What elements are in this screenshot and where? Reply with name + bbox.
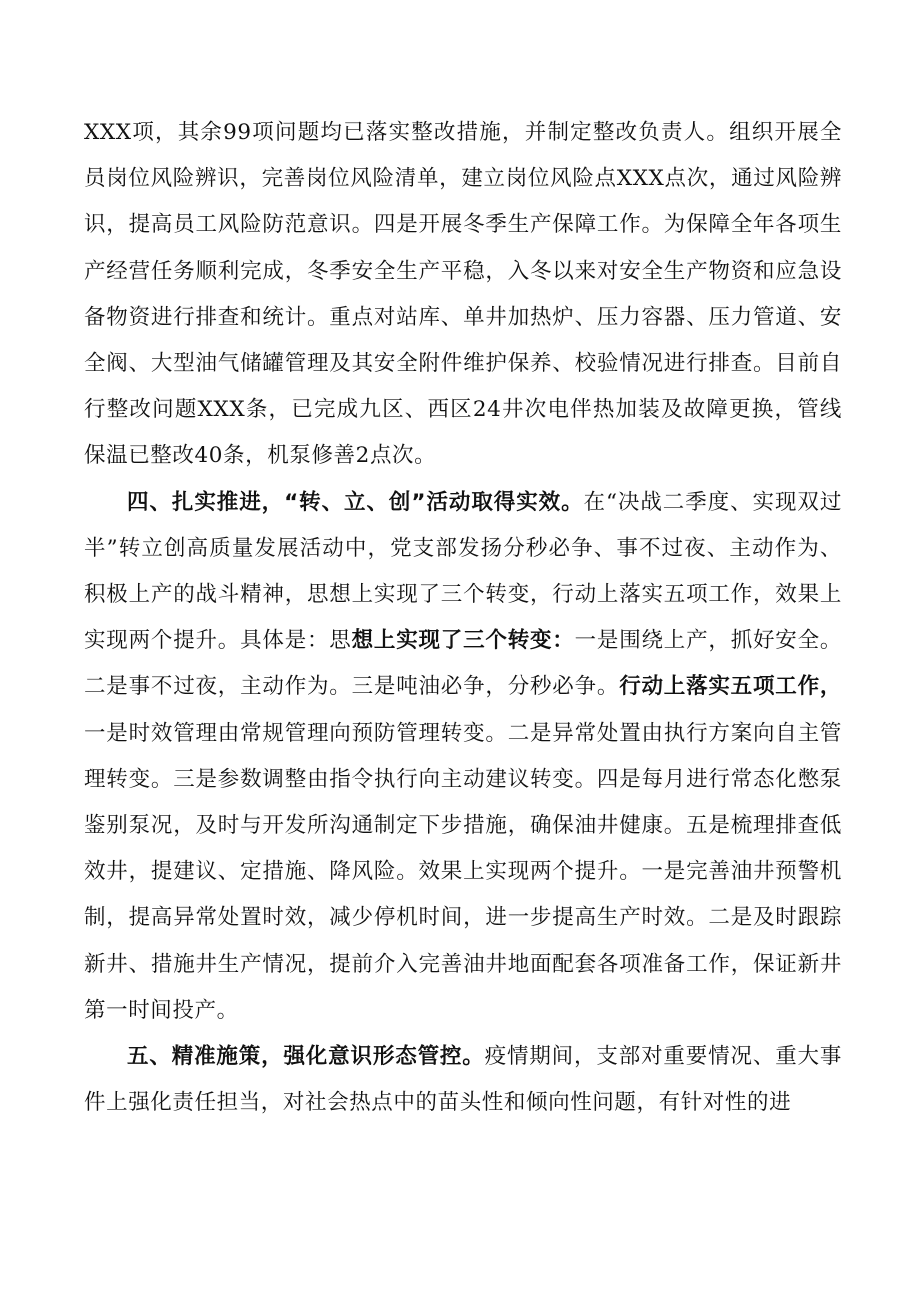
paragraph-section-four bbox=[84, 480, 842, 1034]
subheading-three-changes: 想上实现了三个转变： bbox=[351, 628, 575, 654]
section-heading-four: 四、扎实推进，“转、立、创”活动取得实效。 bbox=[127, 489, 584, 515]
paragraph-section-five bbox=[84, 1034, 842, 1126]
paragraph-safety-measures bbox=[84, 110, 842, 480]
paragraph-text: XXX项，其余99项问题均已落实整改措施，并制定整改负责人。组织开展全员岗位风险辨识，完善岗位风险清单，建立岗位风险点XXX点次，通过风险辨识，提高员工风险防范意识。四是开展冬季生产保障工作。为保障全年各项生产经营任务顺利完成，冬季安全生产平稳，入冬以来对安全生产物资和应急设备物资进行排查和统计。重点对站库、单井加热炉、压力容器、压力管道、安全阀、大型油气储罐管理及其安全附件维护保养、校验情况进行排查。目前自行整改问题XXX条，已完成九区、西区24井次电伴热加装及故障更换，管线保温已整改40条，机泵修善2点次。 bbox=[84, 120, 842, 469]
document-body bbox=[84, 110, 842, 1126]
paragraph-text: 疫情期间，支部对重要情况、重大事件上强化责任担当，对社会热点中的苗头性和倾向性问题，有针对性的进 bbox=[84, 1044, 842, 1116]
paragraph-text: 一是时效管理由常规管理向预防管理转变。二是异常处置由执行方案向自主管理转变。三是参数调整由指令执行向主动建议转变。四是每月进行常态化憋泵鉴别泵况，及时与开发所沟通制定下步措施，确保油井健康。五是梳理排查低效井，提建议、定措施、降风险。效果上实现两个提升。一是完善油井预警机制，提高异常处置时效，减少停机时间，进一步提高生产时效。二是及时跟踪新井、措施井生产情况，提前介入完善油井地面配套各项准备工作，保证新井第一时间投产。 bbox=[84, 720, 842, 1023]
subheading-five-tasks: 行动上落实五项工作， bbox=[619, 674, 842, 700]
paragraph-text: 在“决战二季度、实现双过半”转立创高质量发展活动中，党支部发扬分秒必争、事不过夜、主动作为、积极上产的战斗精神，思想上实现了三个转变，行动上落实五项工作，效果上实现两个提升。具体是：思 bbox=[84, 489, 842, 654]
paragraph-text: 一是围绕上产，抓好安全。二是事不过夜，主动作为。三是吨油必争，分秒必争。 bbox=[84, 628, 842, 700]
section-heading-five: 五、精准施策，强化意识形态管控。 bbox=[127, 1044, 485, 1070]
